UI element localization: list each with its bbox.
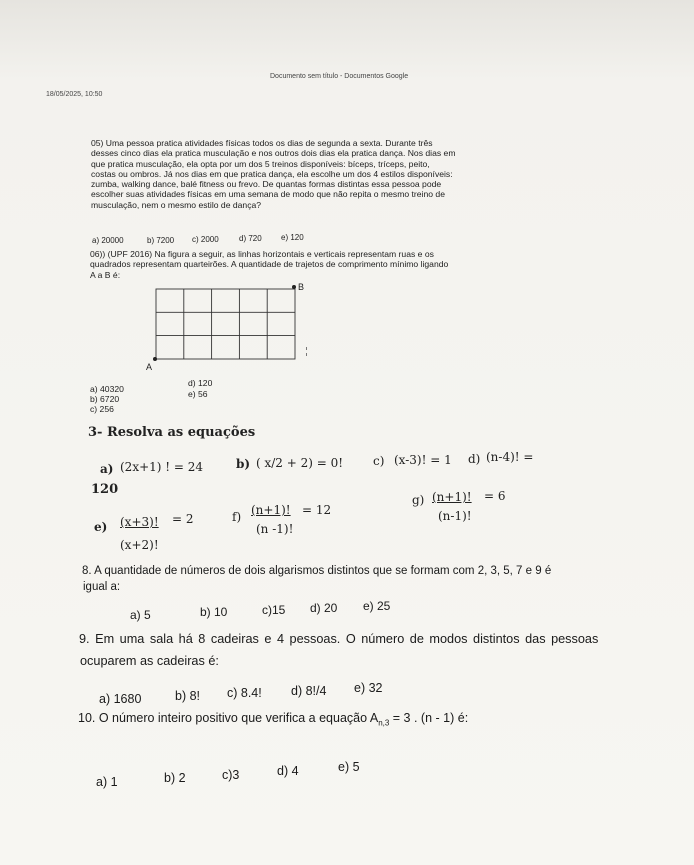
q10-subscript: n,3	[378, 718, 390, 728]
document-title: Documento sem título - Documentos Google	[270, 73, 409, 80]
q3-a-label: a)	[100, 462, 114, 476]
q6-text	[90, 249, 448, 280]
q10-text	[78, 711, 468, 728]
q3-answer: 120	[91, 482, 119, 497]
q6-option: b) 6720	[90, 394, 120, 404]
q8-line-1: 8. A quantidade de números de dois algarismos distintos que se formam com 2, 3, 5, 7 e 9 é	[82, 565, 552, 577]
q5-option: e) 120	[281, 233, 304, 242]
q5-option: d) 720	[239, 234, 262, 243]
street-grid-figure	[155, 288, 296, 360]
q5-text	[91, 138, 455, 210]
q3-d-label: d)	[468, 452, 481, 466]
q3-g-denominator: (n-1)!	[438, 509, 472, 523]
q3-f-numerator: (n+1)!	[251, 503, 291, 517]
q6-option: c) 256	[90, 404, 114, 414]
q5-option: b) 7200	[147, 236, 175, 245]
q5-line: que pratica musculação, ela opta por um dos 5 treinos disponíveis: bíceps, tríceps, peito,	[91, 158, 430, 169]
q5-line: 05) Uma pessoa pratica atividades físicas todos os dias de segunda a sexta. Durante três	[91, 138, 433, 148]
point-b-dot	[292, 285, 296, 289]
point-a-dot	[153, 357, 157, 361]
q6-option: d) 120	[188, 378, 213, 388]
q8-line-2: igual a:	[83, 581, 121, 593]
q8-option: b) 10	[200, 605, 228, 619]
q6-option: e) 56	[188, 389, 208, 399]
q3-f-rhs: = 12	[302, 503, 332, 517]
q6-line: A a B é:	[90, 269, 121, 280]
q9-option: a) 1680	[99, 692, 142, 706]
q6-line: 06)) (UPF 2016) Na figura a seguir, as linhas horizontais e verticais representam ruas e os	[90, 249, 434, 259]
q6-line: quadrados representam quarteirões. A quantidade de trajetos de comprimento mínimo ligando	[90, 259, 449, 270]
q5-option: a) 20000	[92, 236, 124, 245]
q8-option: e) 25	[363, 599, 391, 613]
q3-e-label: e)	[94, 520, 108, 534]
q9-option: b) 8!	[175, 689, 201, 703]
q5-line: escolher suas atividades físicas em uma semana de modo que não repita o mesmo treino de	[91, 189, 445, 200]
q3-d-expr: (n-4)! =	[486, 450, 534, 464]
q3-f-denominator: (n -1)!	[256, 522, 294, 536]
q3-e-numerator: (x+3)!	[120, 515, 159, 529]
point-b-label: B	[298, 282, 305, 292]
q3-g-rhs: = 6	[484, 489, 506, 503]
q5-line: desses cinco dias ela pratica musculação e nos outros dois dias ela pratica dança. Nos dias em	[91, 148, 456, 159]
q8-option: c)15	[262, 603, 286, 617]
q8-option: d) 20	[310, 601, 338, 615]
q5-line: costas ou ombros. Já nos dias em que pratica dança, ela escolhe um dos 4 estilos disponíveis:	[91, 168, 453, 179]
point-a-label: A	[146, 362, 153, 372]
q3-c-expr: (x-3)! = 1	[394, 453, 452, 467]
q9-option: c) 8.4!	[227, 686, 262, 700]
q9-option: d) 8!/4	[291, 684, 327, 698]
q10-option: a) 1	[96, 775, 118, 789]
q5-option: c) 2000	[192, 235, 219, 244]
q3-g-numerator: (n+1)!	[432, 490, 472, 504]
q5-line: musculação, nem o mesmo estilo de dança?	[91, 199, 262, 210]
q10-option: d) 4	[277, 764, 299, 778]
q3-g-label: g)	[412, 493, 425, 507]
print-timestamp: 18/05/2025, 10:50	[46, 91, 103, 98]
q10-option: e) 5	[338, 760, 360, 774]
q10-text-main: 10. O número inteiro positivo que verifica a equação A	[78, 711, 379, 725]
q3-e-rhs: = 2	[172, 512, 194, 526]
q10-option: c)3	[222, 768, 240, 782]
grid-side-mark	[306, 347, 308, 356]
q3-e-denominator: (x+2)!	[120, 538, 159, 552]
q3-title: 3- Resolva as equações	[88, 425, 256, 440]
q3-b-expr: ( x/2 + 2) = 0!	[256, 456, 344, 470]
q3-f-label: f)	[232, 510, 242, 524]
q9-line-2: ocuparem as cadeiras é:	[80, 654, 219, 668]
q9-option: e) 32	[354, 681, 383, 695]
q10-text-rest: = 3 . (n - 1) é:	[389, 711, 469, 725]
q9-line-1: 9. Em uma sala há 8 cadeiras e 4 pessoas. O número de modos distintos das pessoas	[79, 632, 599, 646]
q3-b-label: b)	[236, 457, 251, 471]
q3-c-label: c)	[373, 454, 385, 468]
q10-option: b) 2	[164, 771, 186, 785]
q3-a-expr: (2x+1) ! = 24	[120, 460, 204, 474]
q5-line: zumba, walking dance, balé fitness ou frevo. De quantas formas distintas essa pessoa pode	[91, 179, 442, 190]
q8-option: a) 5	[130, 608, 151, 622]
q6-option: a) 40320	[90, 384, 124, 394]
